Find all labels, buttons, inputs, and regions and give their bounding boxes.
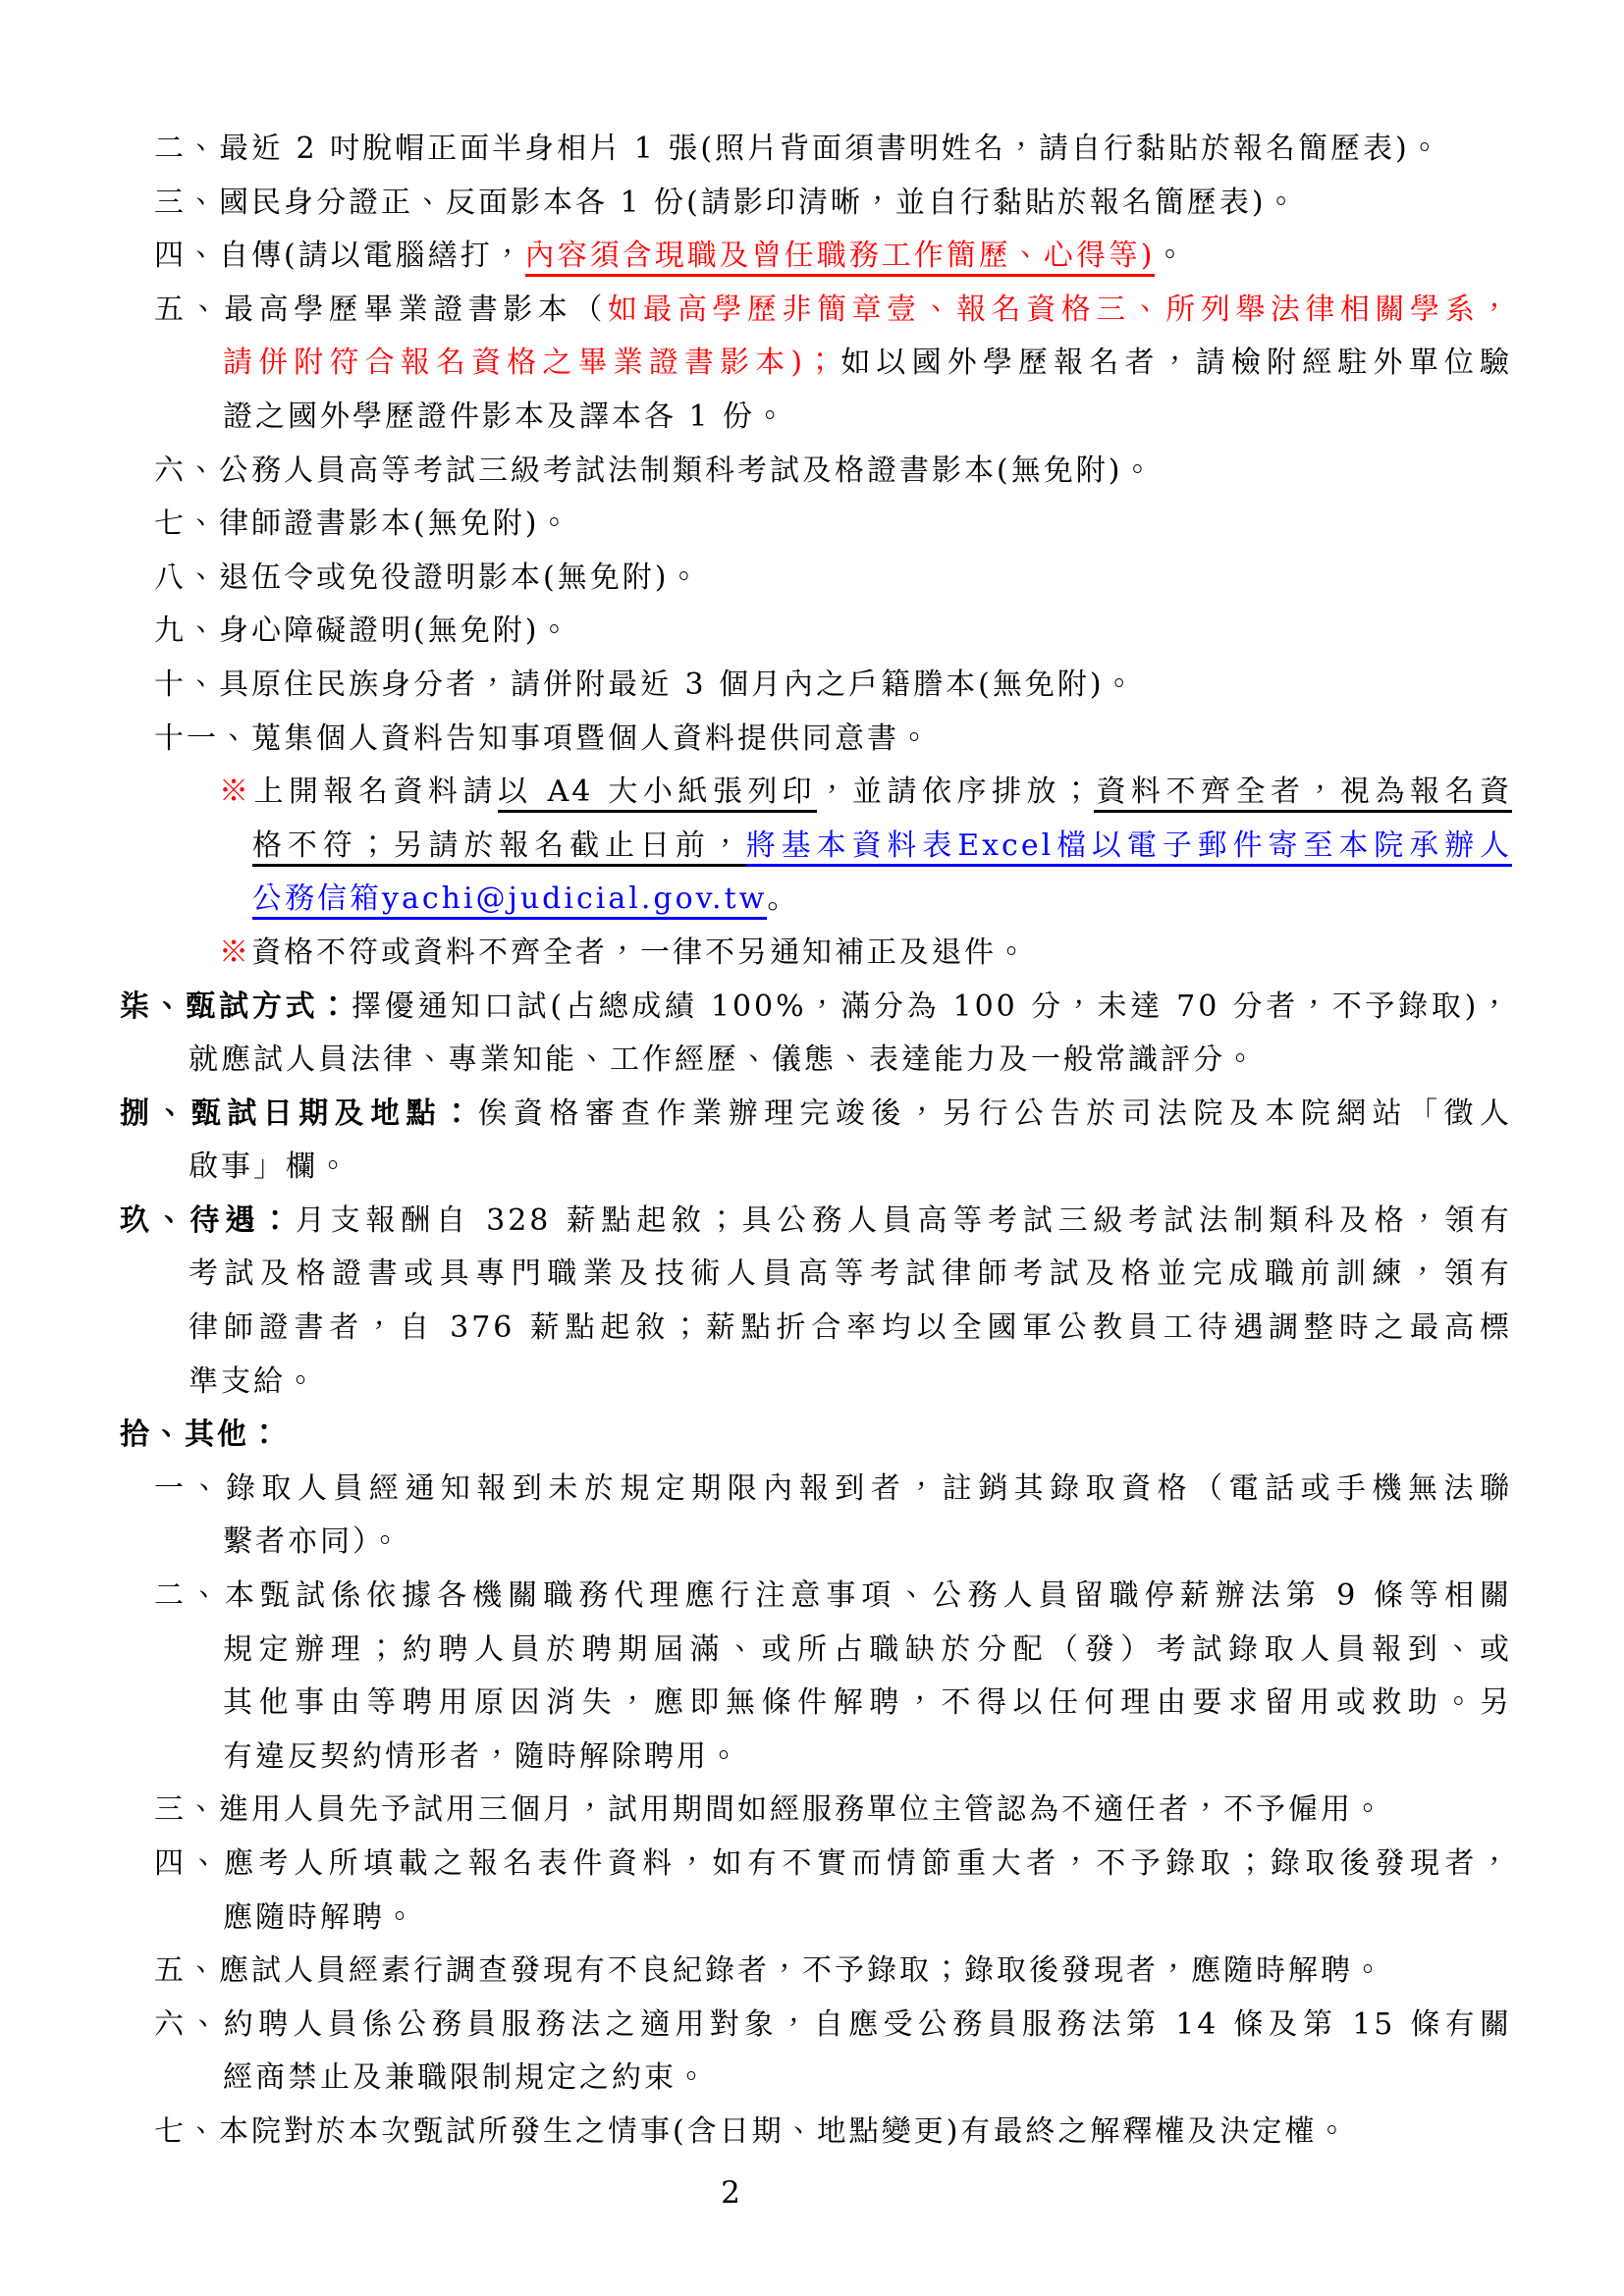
text-segment: 十、具原住民族身分者，請併附最近 3 個月內之戶籍謄本(無免附)。 bbox=[154, 667, 1137, 702]
line-attach-item-2 bbox=[154, 123, 1624, 177]
reference-mark: ※ bbox=[219, 934, 251, 970]
text-segment: 擇優通知口試(占總成績 100%，滿分為 100 分，未達 70 分者，不予錄取)， bbox=[352, 988, 1512, 1024]
line-other-4a bbox=[154, 1838, 1512, 1892]
line-attach-item-7 bbox=[154, 498, 1624, 552]
section-heading: 捌、甄試日期及地點： bbox=[120, 1095, 478, 1131]
text-segment: 請併附符合報名資格之畢業證書影本)； bbox=[223, 346, 839, 381]
line-attach-item-3 bbox=[154, 177, 1624, 231]
text-segment: 八、退伍令或免役證明影本(無免附)。 bbox=[154, 560, 702, 595]
text-segment: 六、公務人員高等考試三級考試法制類科考試及格證書影本(無免附)。 bbox=[154, 453, 1156, 488]
text-segment: 七、本院對於本次甄試所發生之情事(含日期、地點變更)有最終之解釋權及決定權。 bbox=[154, 2113, 1350, 2149]
text-segment: 資格不符或資料不齊全者，一律不另通知補正及退件。 bbox=[251, 934, 1029, 970]
text-segment: 十一、蒐集個人資料告知事項暨個人資料提供同意書。 bbox=[154, 721, 932, 756]
text-segment: 如最高學歷非簡章壹、報名資格三、所列舉法律相關學系， bbox=[607, 292, 1512, 327]
text-segment: 俟資格審查作業辦理完竣後，另行公告於司法院及本院網站「徵人 bbox=[477, 1095, 1512, 1131]
text-segment: 就應試人員法律、專業知能、工作經歷、儀態、表達能力及一般常識評分。 bbox=[189, 1042, 1258, 1078]
line-section-9a bbox=[120, 1195, 1512, 1249]
line-other-6a bbox=[154, 1999, 1512, 2053]
text-segment: 四、自傳(請以電腦繕打， bbox=[154, 239, 525, 274]
line-note-1b bbox=[252, 820, 1512, 874]
text-segment: 三、國民身分證正、反面影本各 1 份(請影印清晰，並自行黏貼於報名簡歷表)。 bbox=[154, 185, 1299, 220]
line-note-1a bbox=[219, 766, 1512, 820]
text-segment: 經商禁止及兼職限制規定之約束。 bbox=[223, 2060, 709, 2096]
text-segment: 五、應試人員經素行調查發現有不良紀錄者，不予錄取；錄取後發現者，應隨時解聘。 bbox=[154, 1953, 1385, 1989]
text-segment: 三、進用人員先予試用三個月，試用期間如經服務單位主管認為不適任者，不予僱用。 bbox=[154, 1792, 1385, 1828]
text-segment: 考試及格證書或具專門職業及技術人員高等考試律師考試及格並完成職前訓練，領有 bbox=[189, 1256, 1512, 1292]
line-section-7b bbox=[189, 1034, 1624, 1088]
text-segment: 繫者亦同）。 bbox=[223, 1524, 403, 1560]
text-segment: 資料不齊全者，視為報名資 bbox=[1094, 774, 1512, 813]
line-attach-item-6 bbox=[154, 445, 1624, 499]
line-attach-item-5a bbox=[154, 284, 1512, 338]
line-attach-item-11 bbox=[154, 713, 1624, 767]
text-segment: 九、身心障礙證明(無免附)。 bbox=[154, 614, 572, 649]
line-other-2d bbox=[223, 1731, 1624, 1785]
line-attach-item-8 bbox=[154, 552, 1624, 606]
text-segment: 其他事由等聘用原因消失，應即無條件解聘，不得以任何理由要求留用或救助。另 bbox=[223, 1685, 1512, 1721]
text-segment: 六、約聘人員係公務員服務法之適用對象，自應受公務員服務法第 14 條及第 15 條有關 bbox=[154, 2006, 1512, 2042]
text-segment: 以 A4 大小紙張列印 bbox=[498, 774, 817, 813]
line-attach-item-5b bbox=[223, 337, 1512, 391]
line-note-2 bbox=[219, 927, 1624, 981]
text-segment: 四、應考人所填載之報名表件資料，如有不實而情節重大者，不予錄取；錄取後發現者， bbox=[154, 1846, 1512, 1881]
section-heading: 柒、甄試方式： bbox=[120, 988, 352, 1024]
reference-mark: ※ bbox=[219, 774, 254, 810]
line-attach-item-5c bbox=[223, 391, 1624, 445]
text-segment: 如以國外學歷報名者，請檢附經駐外單位驗 bbox=[838, 346, 1512, 381]
page-number: 2 bbox=[721, 2175, 740, 2211]
line-other-5 bbox=[154, 1945, 1624, 1999]
line-section-10 bbox=[120, 1409, 1624, 1463]
line-section-9d bbox=[189, 1356, 1624, 1410]
line-attach-item-10 bbox=[154, 659, 1624, 713]
line-other-4b bbox=[223, 1892, 1624, 1946]
email-link-text[interactable]: 將基本資料表Excel檔以電子郵件寄至本院承辦人 bbox=[746, 828, 1512, 867]
line-other-1b bbox=[223, 1516, 1624, 1570]
text-segment: 月支報酬自 328 薪點起敘；具公務人員高等考試三級考試法制類科及格，領有 bbox=[295, 1202, 1512, 1238]
section-heading: 拾、其他： bbox=[120, 1417, 282, 1453]
section-heading: 玖、待遇： bbox=[120, 1202, 296, 1238]
line-attach-item-4 bbox=[154, 230, 1624, 284]
line-other-2b bbox=[223, 1624, 1512, 1678]
line-other-7 bbox=[154, 2106, 1624, 2160]
line-other-2a bbox=[154, 1570, 1512, 1624]
line-section-8b bbox=[189, 1141, 1624, 1195]
text-segment: ，並請依序排放； bbox=[817, 774, 1094, 810]
line-section-9c bbox=[189, 1302, 1512, 1356]
text-segment: 證之國外學歷證件影本及譯本各 1 份。 bbox=[223, 399, 788, 434]
text-segment: 格不符；另請於報名截止日前， bbox=[252, 828, 746, 867]
line-other-3 bbox=[154, 1784, 1624, 1838]
line-attach-item-9 bbox=[154, 605, 1624, 659]
text-segment: 應隨時解聘。 bbox=[223, 1899, 417, 1935]
text-segment: 律師證書者，自 376 薪點起敘；薪點折合率均以全國軍公教員工待遇調整時之最高標 bbox=[189, 1310, 1512, 1346]
line-other-6b bbox=[223, 2052, 1624, 2106]
line-section-9b bbox=[189, 1248, 1512, 1302]
line-note-1c bbox=[252, 873, 1624, 927]
line-other-1a bbox=[154, 1463, 1512, 1517]
text-segment: 有違反契約情形者，隨時解除聘用。 bbox=[223, 1738, 741, 1774]
text-segment: 啟事」欄。 bbox=[189, 1149, 351, 1185]
line-section-8a bbox=[120, 1088, 1512, 1142]
text-segment: 。 bbox=[1155, 239, 1188, 274]
text-segment: 上開報名資料請 bbox=[253, 774, 499, 810]
line-section-7a bbox=[120, 981, 1512, 1035]
text-segment: 二、最近 2 吋脫帽正面半身相片 1 張(照片背面須書明姓名，請自行黏貼於報名簡歷表)。 bbox=[154, 132, 1442, 166]
text-segment: 一、錄取人員經通知報到未於規定期限內報到者，註銷其錄取資格（電話或手機無法聯 bbox=[154, 1470, 1512, 1506]
text-segment: 七、律師證書影本(無免附)。 bbox=[154, 507, 572, 542]
text-segment: 二、本甄試係依據各機關職務代理應行注意事項、公務人員留職停薪辦法第 9 條等相關 bbox=[154, 1578, 1512, 1614]
line-other-2c bbox=[223, 1677, 1512, 1731]
text-segment: 五、最高學歷畢業證書影本（ bbox=[154, 292, 608, 327]
text-segment: 規定辦理；約聘人員於聘期屆滿、或所占職缺於分配（發）考試錄取人員報到、或 bbox=[223, 1631, 1512, 1667]
text-segment: 準支給。 bbox=[189, 1363, 318, 1399]
text-segment: 內容須含現職及曾任職務工作簡歷、心得等) bbox=[525, 239, 1156, 277]
email-link[interactable]: 公務信箱yachi@judicial.gov.tw bbox=[252, 881, 767, 920]
text-segment: 。 bbox=[767, 881, 800, 917]
